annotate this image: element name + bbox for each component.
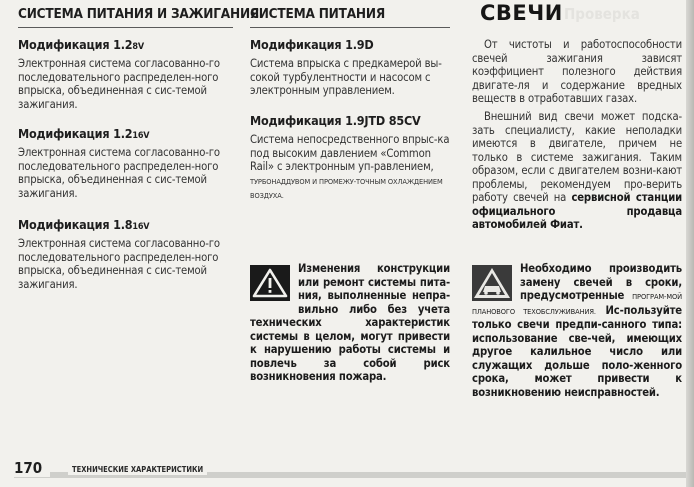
spark-warning: Необходимо производить замену свечей в сроки, предусмотренные ПРОГРАМ-МОЙ ПЛАНОВОГО ТЕХОБСЛУЖИВАНИЯ. Ис-пользуйте только свечи предпи-санного типа: использование све-чей, имеющих другое калильное число или служащих дольше поло-женного срока, может привести к возникновению неисправностей. <box>472 262 682 399</box>
title-rule <box>18 27 233 28</box>
mod-heading: Модификация 1.816V <box>18 217 150 232</box>
column-ignition <box>18 0 260 300</box>
bleed-through-heading: Проверка <box>564 5 640 23</box>
mod-heading: Модификация 1.9D <box>250 37 374 52</box>
footer-label: ТЕХНИЧЕСКИЕ ХАРАКТЕРИСТИКИ <box>68 464 207 475</box>
page-number: 170 <box>14 459 50 477</box>
section-title-spark-plugs: СВЕЧИ <box>480 1 563 25</box>
mod-block-1 <box>18 37 233 111</box>
column-fuel <box>250 0 450 400</box>
page-edge-shadow <box>686 0 694 487</box>
page-footer <box>0 459 694 487</box>
mod-text: Система непосредственного впрыс-ка под высоким давлением «Common Rail» с электронным уп-равлением, ТУРБОНАДДУВОМ И ПРОМЕЖУ-ТОЧНЫМ ОХЛАЖДЕНИЕМ ВОЗДУХА. <box>250 133 450 200</box>
mod-text: Электронная система согласованно-го последовательного распределен-ного впрыска, объединенная с сис-темой зажигания. <box>18 57 220 111</box>
mod-block-19jtd <box>250 113 450 203</box>
warning-triangle-icon <box>250 265 290 301</box>
paragraph-2: Внешний вид свечи может подска-зать специалисту, какие неполадки имеются в двигателе, причем не только в системе зажигания. Таким образом, если с двигателем возни-кают проблемы, рекомендуем про-верить работу свечей на сервисной станции официального продавца автомобилей Фиат. <box>472 110 682 231</box>
mod-text: Система впрыска с предкамерой вы-сокой турбулентности и насосом с электронным управлением. <box>250 57 442 97</box>
mod-heading: Модификация 1.216V <box>18 126 150 141</box>
mod-heading: Модификация 1.9JTD 85CV <box>250 113 421 128</box>
fuel-warning: Изменения конструкции или ремонт системы пита-ния, выполненные непра-вильно либо без учета технических характеристик системы в целом, могут привести к нарушению работы системы и повлечь за собой риск возникновения пожара. <box>250 262 450 383</box>
mod-block-3 <box>18 217 233 291</box>
mod-heading: Модификация 1.28V <box>18 37 144 52</box>
column-spark-plugs <box>472 0 682 420</box>
title-rule <box>250 27 450 28</box>
section-title-ignition: СИСТЕМА ПИТАНИЯ И ЗАЖИГАНИЯ <box>18 6 260 22</box>
section-title-fuel: СИСТЕМА ПИТАНИЯ <box>250 6 385 22</box>
mod-text: Электронная система согласованно-го последовательного распределен-ного впрыска, объединенная с сис-темой зажигания. <box>18 237 220 291</box>
paragraph-1: От чистоты и работоспособности свечей зажигания зависят коэффициент полезного действия двигате-ля и содержание вредных веществ в отработавших газах. <box>472 38 682 105</box>
mod-block-19d <box>250 37 450 98</box>
mod-text: Электронная система согласованно-го последовательного распределен-ного впрыска, объединенная с сис-темой зажигания. <box>18 146 220 200</box>
mod-block-2 <box>18 126 233 200</box>
car-warning-icon <box>472 265 512 301</box>
